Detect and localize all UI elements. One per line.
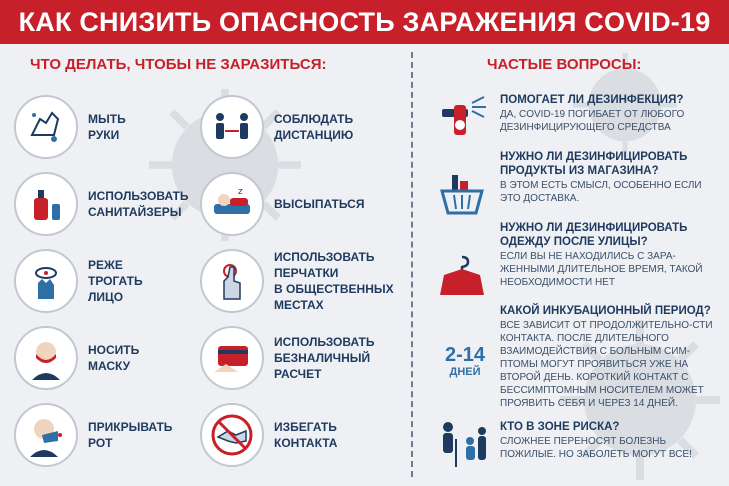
faq-question: КАКОЙ ИНКУБАЦИОННЫЙ ПЕРИОД? (500, 305, 711, 317)
faq-answer: В ЭТОМ ЕСТЬ СМЫСЛ, ОСОБЕННО ЕСЛИ ЭТО ДОСТАВКА. (500, 180, 702, 204)
days-unit: ДНЕЙ (449, 366, 481, 378)
wash-hands-icon (14, 95, 78, 159)
page-title: КАК СНИЗИТЬ ОПАСНОСТЬ ЗАРАЖЕНИЯ COVID-19 (0, 0, 729, 44)
faq-answer: ЕСЛИ ВЫ НЕ НАХОДИЛИСЬ С ЗАРА-ЖЕННЫМИ ДЛИТЕЛЬНОЕ ВРЕМЯ, ТАКОЙ НЕОБХОДИМОСТИ НЕТ (500, 251, 703, 288)
column-divider (411, 52, 413, 477)
days-number: 2-14 (444, 344, 486, 366)
faq-answer: ВСЕ ЗАВИСИТ ОТ ПРОДОЛЖИТЕЛЬНО-СТИ КОНТАКТА. ПОСЛЕ ДЛИТЕЛЬНОГО ВЗАИМОДЕЙСТВИЯ С БОЛЬНЫМ СИМ-ПТОМЫ МОГУТ ПРОЯВИТЬСЯ УЖЕ НА ВТОРОЙ ДЕНЬ. КОРОТКИЙ КОНТАКТ С БЕССИМПТОМНЫМ НОСИТЕЛЕМ МОЖЕТ ПРОЯВИТЬ СЕБЯ И ЧЕРЕЗ 14 ДНЕЙ. (500, 320, 713, 409)
incubation-days-icon (437, 344, 493, 378)
tip-label: ПРИКРЫВАТЬ РОТ (88, 420, 173, 450)
tip-label: ИСПОЛЬЗОВАТЬ ПЕРЧАТКИ В ОБЩЕСТВЕННЫХ МЕСТАХ (274, 250, 394, 312)
cover-mouth-icon (14, 403, 78, 467)
faq-answer: СЛОЖНЕЕ ПЕРЕНОСЯТ БОЛЕЗНЬ ПОЖИЛЫЕ. НО ЗАБОЛЕТЬ МОГУТ ВСЕ! (500, 436, 692, 460)
tip-touch-face (14, 249, 143, 313)
tip-card-payment (200, 326, 374, 390)
touch-face-icon (14, 249, 78, 313)
basket-icon (432, 170, 492, 220)
tip-gloves (200, 249, 394, 313)
faq-answer: ДА, COVID-19 ПОГИБАЕТ ОТ ЛЮБОГО ДЕЗИНФИЦИРУЮЩЕГО СРЕДСТВА (500, 109, 685, 133)
tip-label: МЫТЬ РУКИ (88, 112, 126, 142)
tip-sanitizer (14, 172, 188, 236)
card-payment-icon (200, 326, 264, 390)
tip-cover-mouth (14, 403, 172, 467)
tip-mask (14, 326, 139, 390)
tip-sleep (200, 172, 364, 236)
sanitizer-icon (14, 172, 78, 236)
tip-distance (200, 95, 353, 159)
faq-item (500, 93, 722, 134)
sleep-icon (200, 172, 264, 236)
svg-text:z: z (238, 187, 243, 197)
left-column-title: ЧТО ДЕЛАТЬ, ЧТОБЫ НЕ ЗАРАЗИТЬСЯ: (30, 56, 327, 73)
tip-wash-hands (14, 95, 126, 159)
faq-question: КТО В ЗОНЕ РИСКА? (500, 421, 620, 433)
spray-icon (432, 90, 492, 140)
elderly-icon (432, 418, 492, 470)
faq-item (500, 420, 722, 461)
tip-label: НОСИТЬ МАСКУ (88, 343, 140, 373)
mask-icon (14, 326, 78, 390)
distance-icon (200, 95, 264, 159)
faq-question: НУЖНО ЛИ ДЕЗИНФИЦИРОВАТЬ ПРОДУКТЫ ИЗ МАГАЗИНА? (500, 151, 688, 177)
tip-label: ИСПОЛЬЗОВАТЬ САНИТАЙЗЕРЫ (88, 189, 189, 219)
tip-no-handshake (200, 403, 337, 467)
tip-label: ВЫСЫПАТЬСЯ (274, 197, 365, 211)
tip-label: ИСПОЛЬЗОВАТЬ БЕЗНАЛИЧНЫЙ РАСЧЕТ (274, 335, 375, 381)
tip-label: РЕЖЕ ТРОГАТЬ ЛИЦО (88, 258, 143, 304)
faq-item (500, 221, 722, 289)
faq-item (500, 304, 722, 410)
no-handshake-icon (200, 403, 264, 467)
gloves-icon (200, 249, 264, 313)
faq-question: НУЖНО ЛИ ДЕЗИНФИЦИРОВАТЬ ОДЕЖДУ ПОСЛЕ УЛИЦЫ? (500, 222, 688, 248)
tip-label: СОБЛЮДАТЬ ДИСТАНЦИЮ (274, 112, 354, 142)
faq-item (500, 150, 722, 205)
faq-question: ПОМОГАЕТ ЛИ ДЕЗИНФЕКЦИЯ? (500, 94, 684, 106)
tip-label: ИЗБЕГАТЬ КОНТАКТА (274, 420, 338, 450)
clothes-icon (432, 250, 492, 300)
right-column-title: ЧАСТЫЕ ВОПРОСЫ: (487, 56, 642, 73)
